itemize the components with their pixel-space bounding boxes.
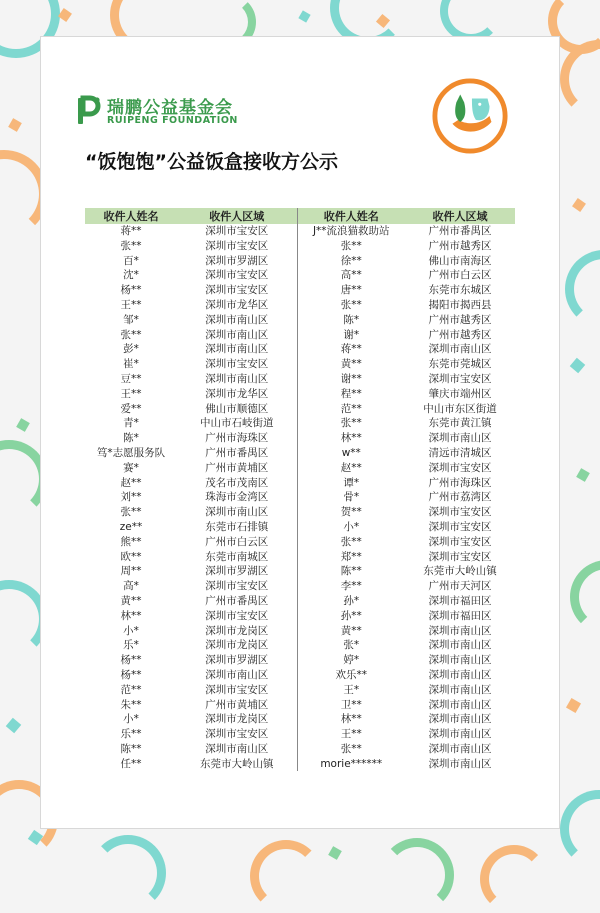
recipient-name-cell: 张*: [297, 638, 405, 653]
recipient-region-cell: 深圳市罗湖区: [205, 654, 269, 667]
recipient-region-cell: 深圳市南山区: [205, 372, 269, 385]
recipient-name-cell: 谭*: [297, 476, 405, 491]
recipient-name-cell: 杨**: [120, 654, 142, 667]
recipient-region-cell: 佛山市南海区: [428, 254, 492, 267]
deco-arc: [380, 838, 454, 912]
table-row: [85, 653, 515, 668]
recipient-region-cell: 深圳市龙岗区: [205, 624, 269, 637]
recipient-name-cell: 张**: [120, 239, 142, 252]
recipient-name-cell: 张**: [297, 298, 405, 313]
table-row: [85, 594, 515, 609]
recipient-region-cell: 深圳市宝安区: [205, 609, 269, 622]
recipient-name-cell: 孙*: [297, 594, 405, 609]
recipient-region-cell: 深圳市南山区: [205, 328, 269, 341]
table-header-row: [85, 208, 515, 224]
recipient-region-cell: 深圳市南山区: [428, 432, 492, 445]
table-row: [85, 387, 515, 402]
recipient-name-cell: 程**: [297, 387, 405, 402]
recipient-region-cell: 深圳市南山区: [428, 698, 492, 711]
recipient-region-cell: 深圳市南山区: [428, 757, 492, 770]
deco-arc: [565, 250, 600, 328]
recipient-name-cell: 林**: [297, 431, 405, 446]
recipient-name-cell: 唐**: [297, 283, 405, 298]
recipient-region-cell: 深圳市南山区: [205, 742, 269, 755]
recipient-name-cell: 百*: [123, 254, 139, 267]
recipient-name-cell: J**流浪猫救助站: [297, 224, 405, 239]
deco-arc: [480, 845, 548, 913]
deco-square: [16, 418, 30, 432]
table-row: [85, 357, 515, 372]
table-row: [85, 727, 515, 742]
deco-square: [6, 718, 21, 733]
recipient-region-cell: 深圳市南山区: [428, 639, 492, 652]
table-row: [85, 298, 515, 313]
recipient-name-cell: 郑**: [297, 550, 405, 565]
recipient-region-cell: 广州市番禺区: [205, 594, 269, 607]
recipient-name-cell: 黄**: [297, 357, 405, 372]
recipient-name-cell: 刘**: [120, 491, 142, 504]
recipient-region-cell: 广州市黄埔区: [205, 698, 269, 711]
recipient-name-cell: 卫**: [297, 698, 405, 713]
recipient-region-cell: 广州市越秀区: [428, 239, 492, 252]
column-header: 收件人区域: [177, 208, 297, 224]
recipient-region-cell: 清远市清城区: [428, 446, 492, 459]
recipient-name-cell: 王**: [120, 387, 142, 400]
recipient-name-cell: 林**: [297, 712, 405, 727]
recipient-name-cell: 爱**: [120, 402, 142, 415]
recipient-name-cell: 陈*: [123, 432, 139, 445]
recipient-region-cell: 揭阳市揭西县: [428, 298, 492, 311]
table-row: [85, 224, 515, 239]
recipient-name-cell: w**: [297, 446, 405, 461]
recipient-name-cell: 小*: [123, 713, 139, 726]
table-row: [85, 668, 515, 683]
recipient-region-cell: 东莞市莞城区: [428, 358, 492, 371]
recipient-region-cell: 深圳市宝安区: [205, 580, 269, 593]
table-row: [85, 757, 515, 772]
table-row: [85, 461, 515, 476]
recipient-region-cell: 深圳市宝安区: [205, 239, 269, 252]
recipient-region-cell: 深圳市宝安区: [205, 683, 269, 696]
table-row: [85, 579, 515, 594]
recipient-name-cell: 贺**: [297, 505, 405, 520]
page-title: “饭饱饱”公益饭盒接收方公示: [85, 151, 338, 173]
deco-square: [298, 10, 310, 22]
recipient-region-cell: 深圳市南山区: [428, 343, 492, 356]
recipient-name-cell: 任**: [120, 757, 142, 770]
recipient-region-cell: 深圳市南山区: [428, 668, 492, 681]
recipient-region-cell: 深圳市龙华区: [205, 298, 269, 311]
recipient-name-cell: 黄**: [120, 594, 142, 607]
column-header: 收件人区域: [405, 208, 515, 224]
recipient-region-cell: 深圳市南山区: [428, 728, 492, 741]
recipient-region-cell: 广州市越秀区: [428, 328, 492, 341]
table-row: [85, 416, 515, 431]
table-row: [85, 609, 515, 624]
recipient-region-cell: 深圳市南山区: [428, 742, 492, 755]
recipient-table: [85, 208, 515, 771]
recipient-name-cell: 张**: [297, 416, 405, 431]
organization-name: 瑞鹏公益基金会: [107, 98, 233, 118]
recipient-name-cell: 沈*: [123, 269, 139, 282]
recipient-name-cell: 彭*: [123, 343, 139, 356]
table-row: [85, 239, 515, 254]
recipient-name-cell: 黄**: [297, 624, 405, 639]
table-row: [85, 490, 515, 505]
table-row: [85, 342, 515, 357]
recipient-name-cell: 王**: [120, 298, 142, 311]
table-row: [85, 372, 515, 387]
table-row: [85, 254, 515, 269]
deco-arc: [90, 835, 166, 911]
recipient-region-cell: 深圳市南山区: [205, 506, 269, 519]
recipient-region-cell: 广州市白云区: [205, 535, 269, 548]
table-row: [85, 624, 515, 639]
recipient-region-cell: 深圳市龙岗区: [205, 639, 269, 652]
recipient-name-cell: 谢**: [297, 372, 405, 387]
recipient-region-cell: 东莞市石排镇: [205, 520, 269, 533]
recipient-region-cell: 深圳市宝安区: [205, 284, 269, 297]
recipient-name-cell: 骨*: [297, 490, 405, 505]
recipient-name-cell: 蒋**: [297, 342, 405, 357]
recipient-region-cell: 中山市东区街道: [423, 402, 497, 415]
recipient-name-cell: 杨**: [120, 668, 142, 681]
recipient-name-cell: 高*: [123, 580, 139, 593]
column-header: 收件人姓名: [85, 208, 177, 224]
table-row: [85, 328, 515, 343]
table-row: [85, 268, 515, 283]
deco-arc: [570, 560, 600, 634]
recipient-name-cell: 徐**: [297, 254, 405, 269]
recipient-name-cell: 范**: [120, 683, 142, 696]
recipient-name-cell: 笃*志愿服务队: [96, 446, 166, 459]
recipient-region-cell: 深圳市南山区: [428, 654, 492, 667]
recipient-name-cell: 熊**: [120, 535, 142, 548]
recipient-name-cell: 陈**: [297, 564, 405, 579]
organization-name-en: RUIPENG FOUNDATION: [107, 115, 238, 126]
recipient-name-cell: 孙**: [297, 609, 405, 624]
recipient-name-cell: 赵**: [120, 476, 142, 489]
recipient-region-cell: 深圳市宝安区: [205, 269, 269, 282]
table-row: [85, 402, 515, 417]
recipient-name-cell: 小*: [123, 624, 139, 637]
recipient-name-cell: 豆**: [120, 372, 142, 385]
recipient-name-cell: 李**: [297, 579, 405, 594]
recipient-region-cell: 深圳市罗湖区: [205, 565, 269, 578]
recipient-region-cell: 深圳市宝安区: [205, 225, 269, 237]
recipient-region-cell: 深圳市南山区: [205, 668, 269, 681]
recipient-name-cell: 张**: [297, 535, 405, 550]
recipient-region-cell: 深圳市宝安区: [428, 506, 492, 519]
recipient-region-cell: 广州市番禺区: [428, 225, 492, 237]
recipient-region-cell: 深圳市南山区: [205, 343, 269, 356]
deco-square: [8, 118, 22, 132]
recipient-region-cell: 佛山市顺德区: [205, 402, 269, 415]
recipient-name-cell: morie******: [297, 757, 405, 772]
recipient-region-cell: 广州市黄埔区: [205, 461, 269, 474]
notice-card: [40, 36, 560, 829]
recipient-region-cell: 深圳市宝安区: [428, 520, 492, 533]
recipient-region-cell: 深圳市龙华区: [205, 387, 269, 400]
recipient-name-cell: 王*: [297, 683, 405, 698]
table-row: [85, 550, 515, 565]
recipient-region-cell: 深圳市宝安区: [428, 461, 492, 474]
table-row: [85, 564, 515, 579]
recipient-region-cell: 深圳市罗湖区: [205, 254, 269, 267]
recipient-name-cell: 赛*: [123, 461, 139, 474]
table-row: [85, 283, 515, 298]
recipient-region-cell: 广州市越秀区: [428, 313, 492, 326]
recipient-region-cell: 中山市石岐街道: [200, 417, 274, 430]
recipient-name-cell: 蒋**: [120, 225, 142, 237]
recipient-name-cell: ze**: [119, 520, 143, 533]
recipient-name-cell: 小*: [297, 520, 405, 535]
table-row: [85, 431, 515, 446]
cat-dog-badge-icon: [431, 77, 509, 155]
recipient-region-cell: 广州市海珠区: [428, 476, 492, 489]
recipient-name-cell: 陈*: [297, 313, 405, 328]
recipient-region-cell: 深圳市南山区: [428, 683, 492, 696]
recipient-name-cell: 张**: [120, 328, 142, 341]
recipient-region-cell: 深圳市南山区: [205, 313, 269, 326]
table-row: [85, 638, 515, 653]
recipient-name-cell: 高**: [297, 268, 405, 283]
recipient-region-cell: 深圳市南山区: [428, 624, 492, 637]
recipient-region-cell: 广州市番禺区: [205, 446, 269, 459]
recipient-name-cell: 周**: [120, 565, 142, 578]
recipient-region-cell: 珠海市金湾区: [205, 491, 269, 504]
recipient-name-cell: 王**: [297, 727, 405, 742]
table-row: [85, 313, 515, 328]
recipient-region-cell: 深圳市宝安区: [428, 550, 492, 563]
recipient-region-cell: 深圳市龙岗区: [205, 713, 269, 726]
deco-square: [576, 468, 590, 482]
recipient-region-cell: 深圳市宝安区: [205, 358, 269, 371]
recipient-region-cell: 深圳市宝安区: [205, 728, 269, 741]
recipient-name-cell: 欢乐**: [297, 668, 405, 683]
recipient-region-cell: 东莞市南城区: [205, 550, 269, 563]
recipient-name-cell: 婷*: [297, 653, 405, 668]
table-row: [85, 505, 515, 520]
recipient-name-cell: 崔*: [123, 358, 139, 371]
recipient-name-cell: 张**: [120, 506, 142, 519]
recipient-name-cell: 赵**: [297, 461, 405, 476]
column-header: 收件人姓名: [297, 208, 405, 224]
recipient-name-cell: 乐**: [120, 728, 142, 741]
recipient-region-cell: 东莞市黄江镇: [428, 417, 492, 430]
deco-arc: [560, 40, 600, 118]
recipient-name-cell: 范**: [297, 402, 405, 417]
recipient-name-cell: 欧**: [120, 550, 142, 563]
table-row: [85, 520, 515, 535]
recipient-name-cell: 青*: [123, 417, 139, 430]
recipient-name-cell: 乐*: [123, 639, 139, 652]
table-row: [85, 476, 515, 491]
recipient-region-cell: 深圳市南山区: [428, 713, 492, 726]
recipient-region-cell: 肇庆市端州区: [428, 387, 492, 400]
recipient-region-cell: 广州市荔湾区: [428, 491, 492, 504]
deco-arc: [560, 790, 600, 868]
recipient-name-cell: 朱**: [120, 698, 142, 711]
table-row: [85, 698, 515, 713]
recipient-region-cell: 深圳市福田区: [428, 594, 492, 607]
deco-square: [328, 846, 342, 860]
deco-square: [566, 698, 581, 713]
recipient-name-cell: 林**: [120, 609, 142, 622]
recipient-region-cell: 深圳市宝安区: [428, 535, 492, 548]
recipient-region-cell: 东莞市大岭山镇: [200, 757, 274, 770]
recipient-name-cell: 邹*: [123, 313, 139, 326]
recipient-region-cell: 东莞市东城区: [428, 284, 492, 297]
recipient-region-cell: 深圳市福田区: [428, 609, 492, 622]
table-row: [85, 446, 515, 461]
ruipeng-logo-icon: [77, 95, 101, 125]
table-row: [85, 742, 515, 757]
deco-arc: [250, 840, 322, 912]
recipient-name-cell: 杨**: [120, 284, 142, 297]
recipient-region-cell: 广州市海珠区: [205, 432, 269, 445]
deco-square: [572, 198, 586, 212]
recipient-region-cell: 广州市白云区: [428, 269, 492, 282]
table-row: [85, 683, 515, 698]
recipient-region-cell: 东莞市大岭山镇: [423, 565, 497, 578]
recipient-region-cell: 茂名市茂南区: [205, 476, 269, 489]
deco-square: [570, 358, 585, 373]
recipient-name-cell: 陈**: [120, 742, 142, 755]
recipient-name-cell: 谢*: [297, 328, 405, 343]
table-row: [85, 712, 515, 727]
recipient-region-cell: 深圳市宝安区: [428, 372, 492, 385]
recipient-name-cell: 张**: [297, 742, 405, 757]
deco-square: [58, 8, 72, 22]
recipient-region-cell: 广州市天河区: [428, 580, 492, 593]
recipient-name-cell: 张**: [297, 239, 405, 254]
table-row: [85, 535, 515, 550]
